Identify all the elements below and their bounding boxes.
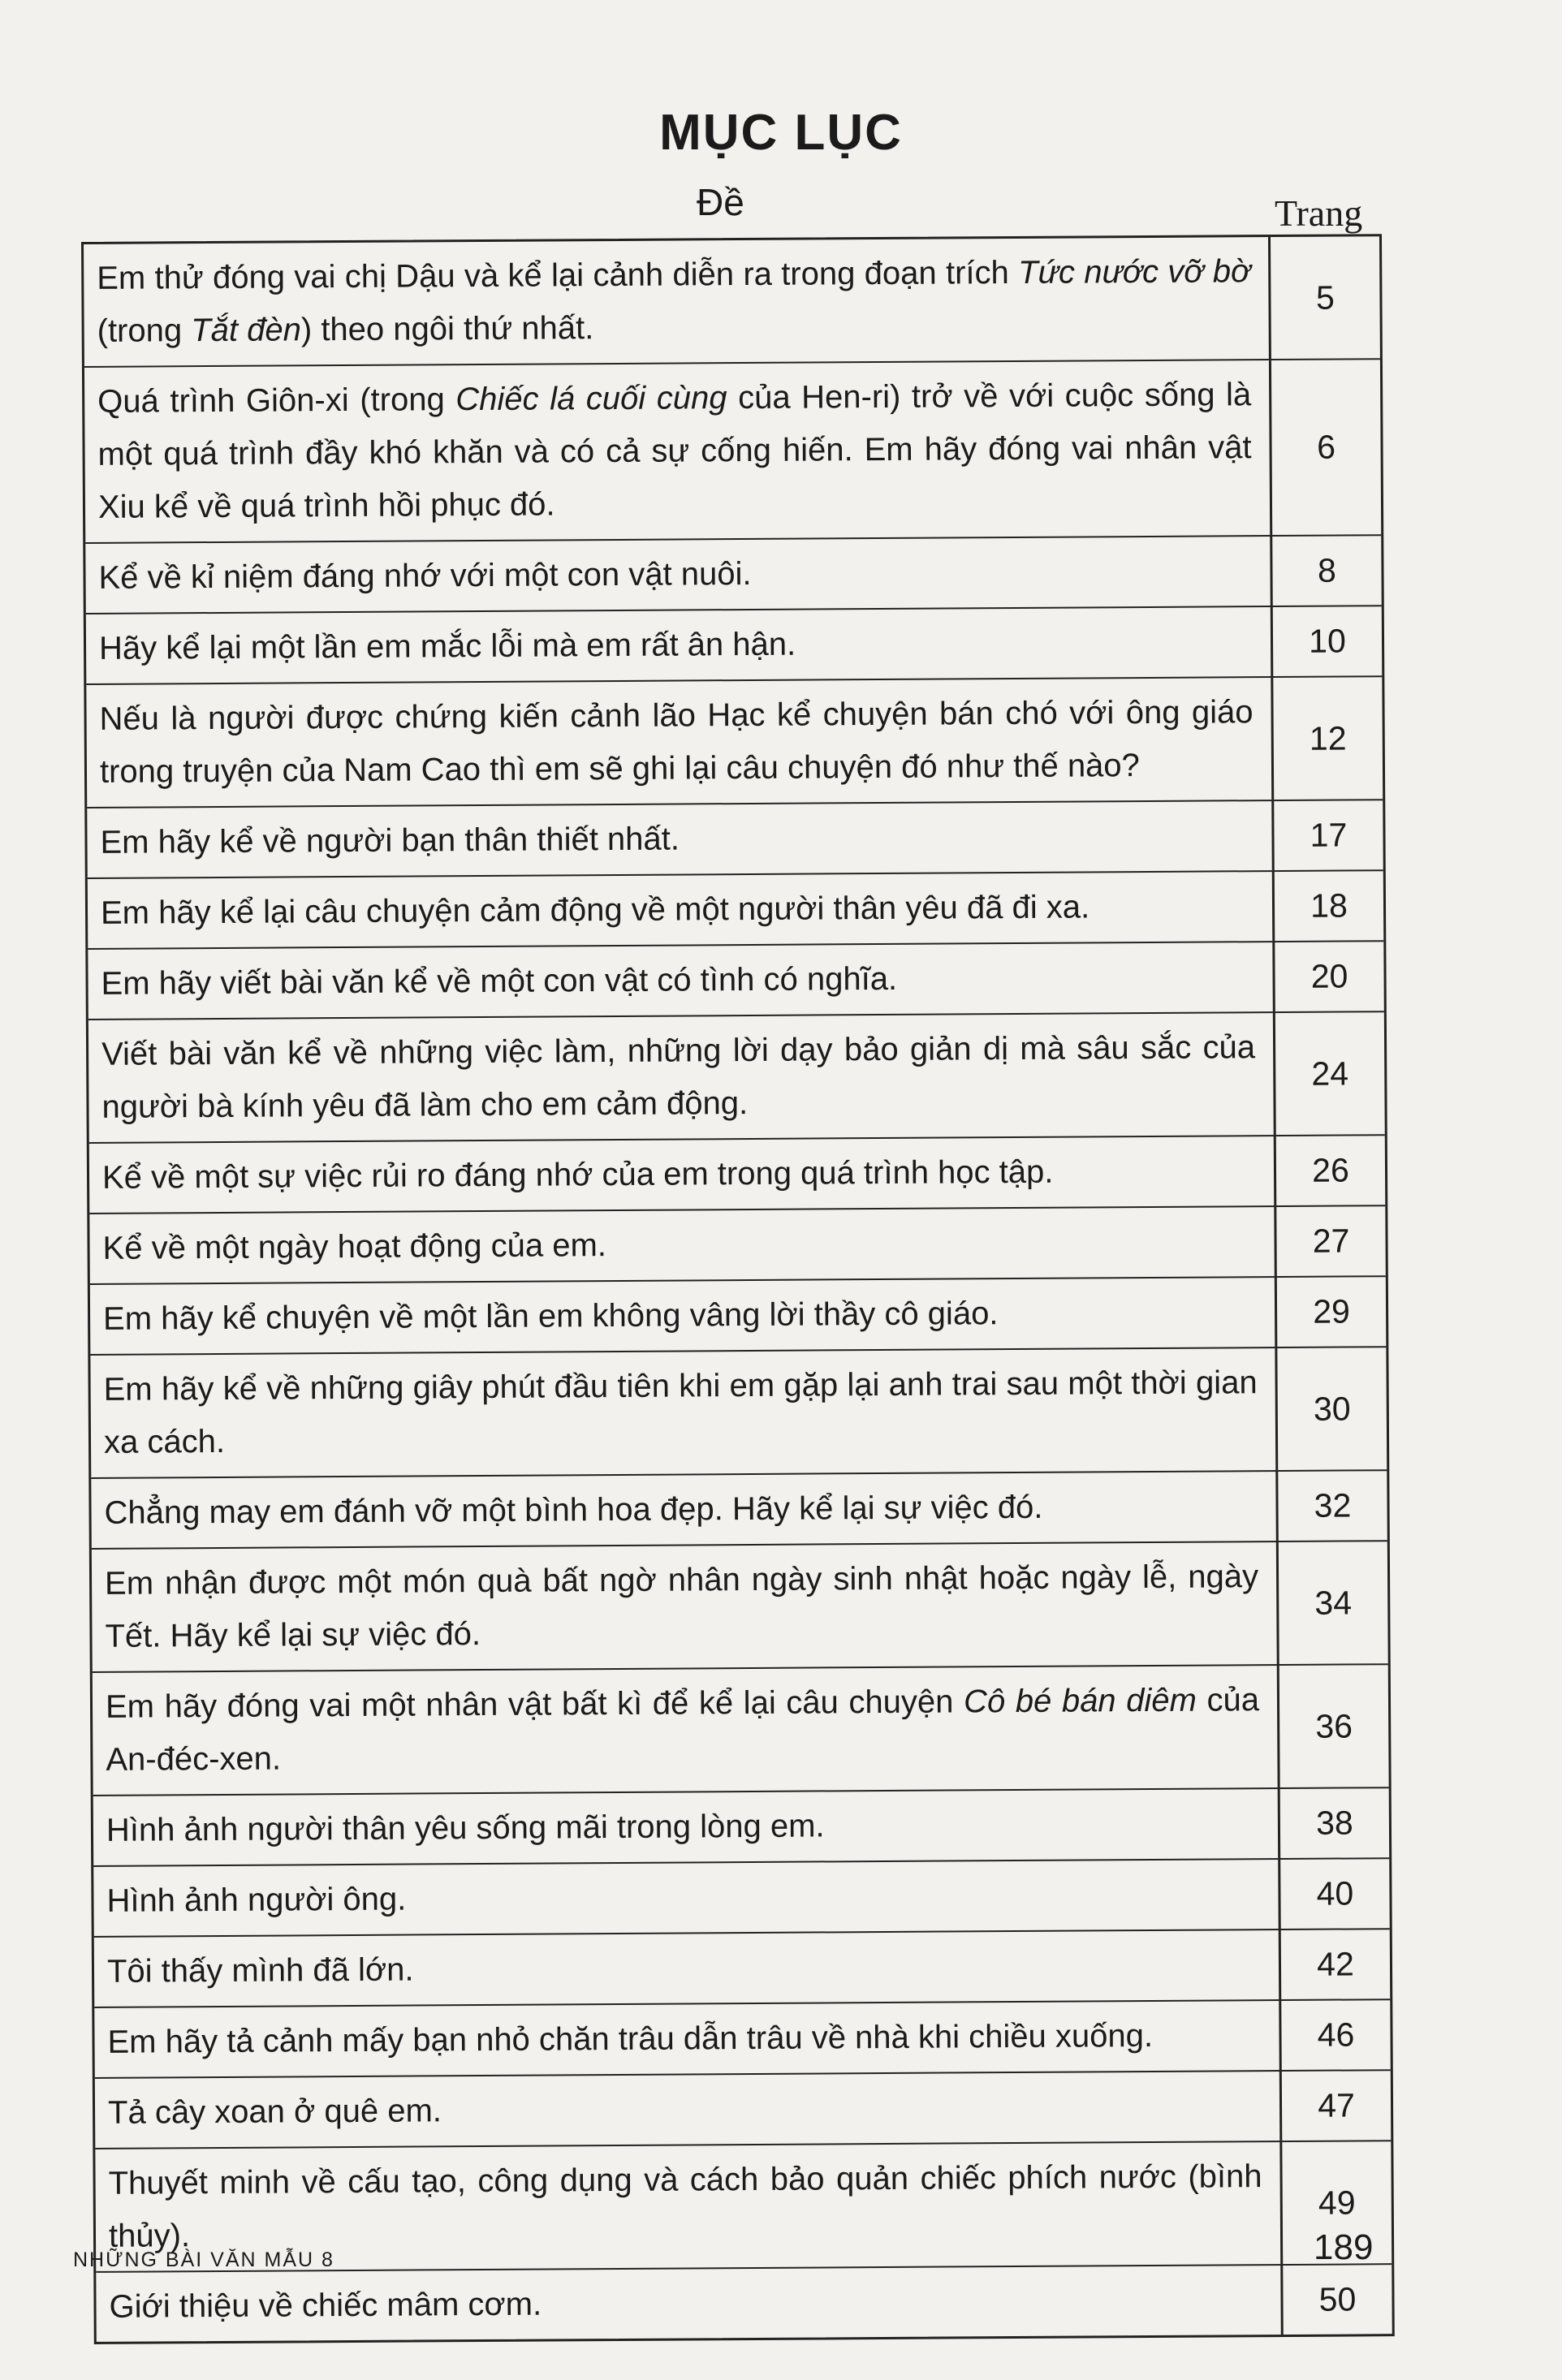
topic-text: của An-đéc-xen. xyxy=(106,1682,1260,1778)
toc-topic xyxy=(90,1278,1277,1354)
toc-page-number: 10 xyxy=(1309,622,1346,660)
toc-row xyxy=(88,942,1384,1020)
toc-page-number: 20 xyxy=(1310,957,1348,995)
toc-row xyxy=(92,1541,1388,1673)
topic-text: Em hãy kể chuyện về một lần em không vâng lời thầy cô giáo. xyxy=(102,1296,999,1337)
toc-page-number: 24 xyxy=(1311,1054,1349,1093)
toc-topic xyxy=(86,607,1273,683)
toc-row xyxy=(95,2071,1392,2149)
toc-topic xyxy=(90,1348,1278,1477)
toc-page-number: 42 xyxy=(1317,1945,1354,1983)
topic-text: (trong xyxy=(97,313,192,349)
page-column-header: Trang xyxy=(1275,192,1363,234)
topic-text: Thuyết minh về cấu tạo, công dụng và cách bảo quản chiếc phích nước (bình thủy). xyxy=(108,2158,1262,2254)
toc-page-number: 12 xyxy=(1309,718,1347,757)
toc-row xyxy=(94,1929,1391,2008)
toc-row xyxy=(87,800,1383,879)
topic-text: Hãy kể lại một lần em mắc lỗi mà em rất ân hận. xyxy=(98,626,796,666)
italic-title-text: Cô bé bán diêm xyxy=(963,1682,1197,1720)
toc-page-number: 36 xyxy=(1315,1706,1353,1745)
page-number: 189 xyxy=(1314,2227,1374,2267)
topic-text: Em nhận được một món quà bất ngờ nhân ngày sinh nhật hoặc ngày lễ, ngày Tết. Hãy kể lại sự việc đó. xyxy=(104,1559,1259,1654)
topic-text: Chẳng may em đánh vỡ một bình hoa đẹp. Hãy kể lại sự việc đó. xyxy=(104,1489,1043,1531)
toc-page-number: 47 xyxy=(1318,2086,1355,2124)
topic-text: Kể về một sự việc rủi ro đáng nhớ của em trong quá trình học tập. xyxy=(101,1153,1054,1196)
toc-row xyxy=(89,1136,1386,1214)
topic-text: Em hãy kể về người bạn thân thiết nhất. xyxy=(100,821,680,860)
toc-topic xyxy=(86,678,1274,807)
topic-text: Tả cây xoan ở quê em. xyxy=(107,2093,442,2131)
toc-page-number: 6 xyxy=(1317,428,1336,466)
topic-text: Em hãy kể về những giây phút đầu tiên khi em gặp lại anh trai sau một thời gian xa cách. xyxy=(103,1365,1258,1460)
toc-topic xyxy=(84,360,1272,542)
toc-topic xyxy=(85,537,1272,613)
toc-page-number: 46 xyxy=(1317,2016,1355,2054)
italic-title-text: Tức nước vỡ bờ xyxy=(1018,253,1251,291)
toc-row xyxy=(96,2265,1392,2342)
toc-row xyxy=(91,1471,1387,1550)
italic-title-text: Tắt đèn xyxy=(191,312,302,349)
toc-topic xyxy=(88,872,1275,948)
topic-text: Kể về kỉ niệm đáng nhớ với một con vật nuôi. xyxy=(98,555,752,596)
toc-row xyxy=(90,1277,1387,1356)
toc-page-number: 49 xyxy=(1318,2183,1356,2222)
toc-row xyxy=(85,536,1382,614)
toc-row xyxy=(84,236,1380,368)
toc-page-number: 38 xyxy=(1315,1804,1353,1842)
toc-topic xyxy=(94,2001,1281,2077)
toc-topic xyxy=(87,801,1274,877)
topic-text: ) theo ngôi thứ nhất. xyxy=(300,310,594,348)
italic-title-text: Chiếc lá cuối cùng xyxy=(455,380,727,418)
topic-text: Nếu là người được chứng kiến cảnh lão Hạc kể chuyện bán chó với ông giáo trong truyện của Nam Cao thì em sẽ ghi lại câu chuyện đó như thế nào? xyxy=(99,694,1253,790)
toc-page-number: 27 xyxy=(1312,1222,1350,1260)
toc-topic xyxy=(89,1207,1276,1283)
toc-row xyxy=(88,1012,1385,1144)
toc-row xyxy=(93,1788,1390,1867)
toc-row xyxy=(86,606,1383,685)
topic-text: Hình ảnh người thân yêu sống mãi trong lòng em. xyxy=(106,1808,825,1848)
toc-row xyxy=(93,1859,1390,1938)
toc-row xyxy=(89,1206,1386,1285)
toc-topic xyxy=(94,1930,1281,2007)
topic-text: của Hen-ri) trở về với cuộc sống là một quá trình đầy khó khăn và có cả sự cống hiến. Em hãy đóng vai nhân vật Xiu kể về quá trình hồi phục đó. xyxy=(97,377,1252,525)
toc-page-number: 17 xyxy=(1310,816,1348,854)
toc-topic xyxy=(89,1136,1276,1213)
toc-topic xyxy=(88,1013,1276,1142)
topic-text: Quá trình Giôn-xi (trong xyxy=(97,382,456,420)
book-title-footer: NHỮNG BÀI VĂN MẪU 8 xyxy=(73,2248,334,2271)
toc-topic xyxy=(84,237,1271,366)
toc-page-number: 5 xyxy=(1315,278,1335,317)
table-of-contents xyxy=(81,234,1395,2344)
toc-row xyxy=(93,1665,1389,1796)
topic-text: Em hãy đóng vai một nhân vật bất kì để kể lại câu chuyện xyxy=(105,1684,964,1725)
topic-text: Em hãy tả cảnh mấy bạn nhỏ chăn trâu dẫn trâu về nhà khi chiều xuống. xyxy=(107,2017,1154,2060)
topic-text: Kể về một ngày hoạt động của em. xyxy=(102,1227,607,1266)
page-title: MỤC LỤC xyxy=(659,105,903,161)
toc-page-number: 40 xyxy=(1316,1874,1354,1912)
toc-topic xyxy=(93,1666,1280,1795)
toc-page-number: 8 xyxy=(1317,551,1337,589)
topic-text: Viết bài văn kể về những việc làm, những lời dạy bảo giản dị mà sâu sắc của người bà kính yêu đã làm cho em cảm động. xyxy=(101,1029,1256,1125)
toc-topic xyxy=(91,1472,1278,1548)
toc-row xyxy=(84,360,1381,544)
toc-topic xyxy=(88,942,1275,1019)
toc-row xyxy=(88,871,1384,950)
toc-topic xyxy=(92,1542,1279,1671)
toc-row xyxy=(94,2000,1391,2079)
toc-page-number: 30 xyxy=(1313,1389,1351,1428)
toc-topic xyxy=(93,1789,1280,1865)
topic-text: Em hãy kể lại câu chuyện cảm động về một người thân yêu đã đi xa. xyxy=(100,889,1090,931)
toc-page-number: 26 xyxy=(1312,1151,1349,1189)
toc-page-number: 32 xyxy=(1314,1486,1352,1524)
topic-text: Giới thiệu về chiếc mâm cơm. xyxy=(109,2286,542,2325)
topic-column-header: Đề xyxy=(697,181,744,223)
toc-page-number: 29 xyxy=(1313,1292,1351,1330)
topic-text: Hình ảnh người ông. xyxy=(106,1881,407,1919)
toc-row xyxy=(86,677,1383,808)
toc-page-number: 34 xyxy=(1314,1583,1353,1622)
toc-topic xyxy=(96,2266,1283,2342)
toc-row xyxy=(90,1347,1387,1479)
toc-page-number: 50 xyxy=(1318,2280,1357,2318)
toc-page-number: 18 xyxy=(1310,886,1348,925)
toc-topic xyxy=(95,2072,1282,2148)
topic-text: Em thử đóng vai chị Dậu và kể lại cảnh diễn ra trong đoạn trích xyxy=(97,254,1019,296)
topic-text: Em hãy viết bài văn kể về một con vật có tình có nghĩa. xyxy=(101,960,898,1002)
topic-text: Tôi thấy mình đã lớn. xyxy=(106,1951,414,1990)
toc-topic xyxy=(93,1860,1280,1936)
